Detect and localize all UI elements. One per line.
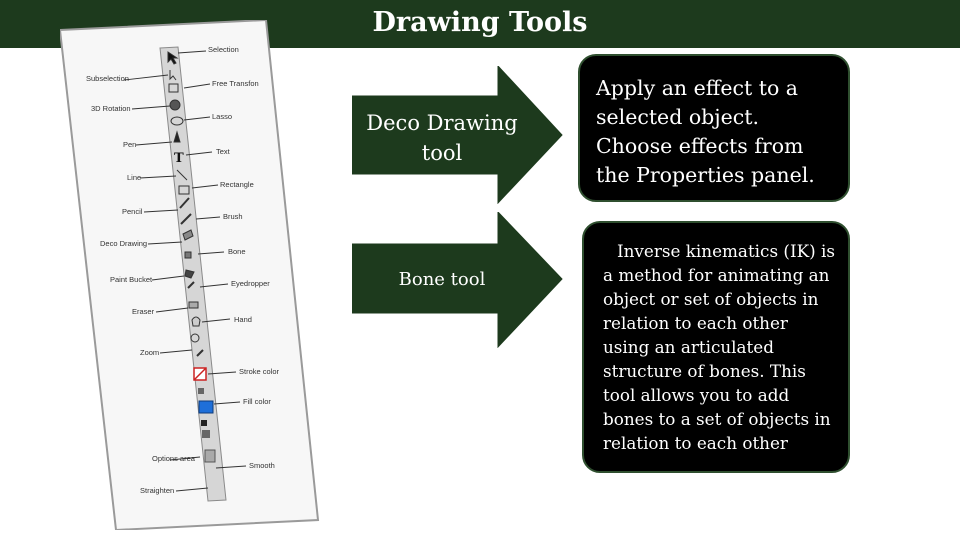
label-3d-rotation: 3D Rotation: [91, 104, 131, 113]
label-lasso: Lasso: [212, 112, 233, 121]
label-stroke-color: Stroke color: [239, 367, 280, 376]
label-line: Line: [127, 173, 142, 182]
bone-description-text: Inverse kinematics (IK) is a method for animating an object or set of objects in relation to each other using an articulated structure of bones. This tool allows you to add bones to a set of objects in relation to each other: [603, 241, 835, 453]
label-zoom: Zoom: [140, 348, 160, 357]
label-smooth: Smooth: [249, 461, 275, 470]
slide-title: Drawing Tools: [372, 7, 588, 38]
label-hand: Hand: [234, 315, 252, 324]
label-text: Text: [216, 147, 230, 156]
label-selection: Selection: [208, 45, 239, 54]
bone-tool-label: Bone tool: [398, 269, 486, 290]
label-bone: Bone: [228, 247, 246, 256]
toolbox-image: [60, 20, 320, 530]
bone-description-box: [582, 221, 850, 473]
bone-arrow: [352, 212, 564, 348]
deco-tool-label: Deco Drawing tool: [366, 111, 518, 165]
deco-description-box: [578, 54, 850, 202]
deco-arrow: [352, 66, 564, 204]
svg-text:T: T: [174, 151, 184, 166]
label-eraser: Eraser: [132, 307, 155, 316]
label-free-transform: Free Transfon: [212, 79, 259, 88]
label-rectangle: Rectangle: [220, 180, 254, 189]
label-subselection: Subselection: [86, 74, 129, 83]
label-options-area: Options area: [152, 454, 195, 463]
label-paint-bucket: Paint Bucket: [110, 275, 153, 284]
deco-description-text: Apply an effect to a selected object. Choose effects from the Properties panel.: [596, 76, 815, 187]
label-fill-color: Fill color: [243, 397, 271, 406]
label-pencil: Pencil: [122, 207, 143, 216]
label-deco-drawing: Deco Drawing: [100, 239, 148, 248]
label-brush: Brush: [223, 212, 243, 221]
label-eyedropper: Eyedropper: [231, 279, 270, 288]
label-pen: Pen: [123, 140, 137, 149]
label-straighten: Straighten: [140, 486, 175, 495]
